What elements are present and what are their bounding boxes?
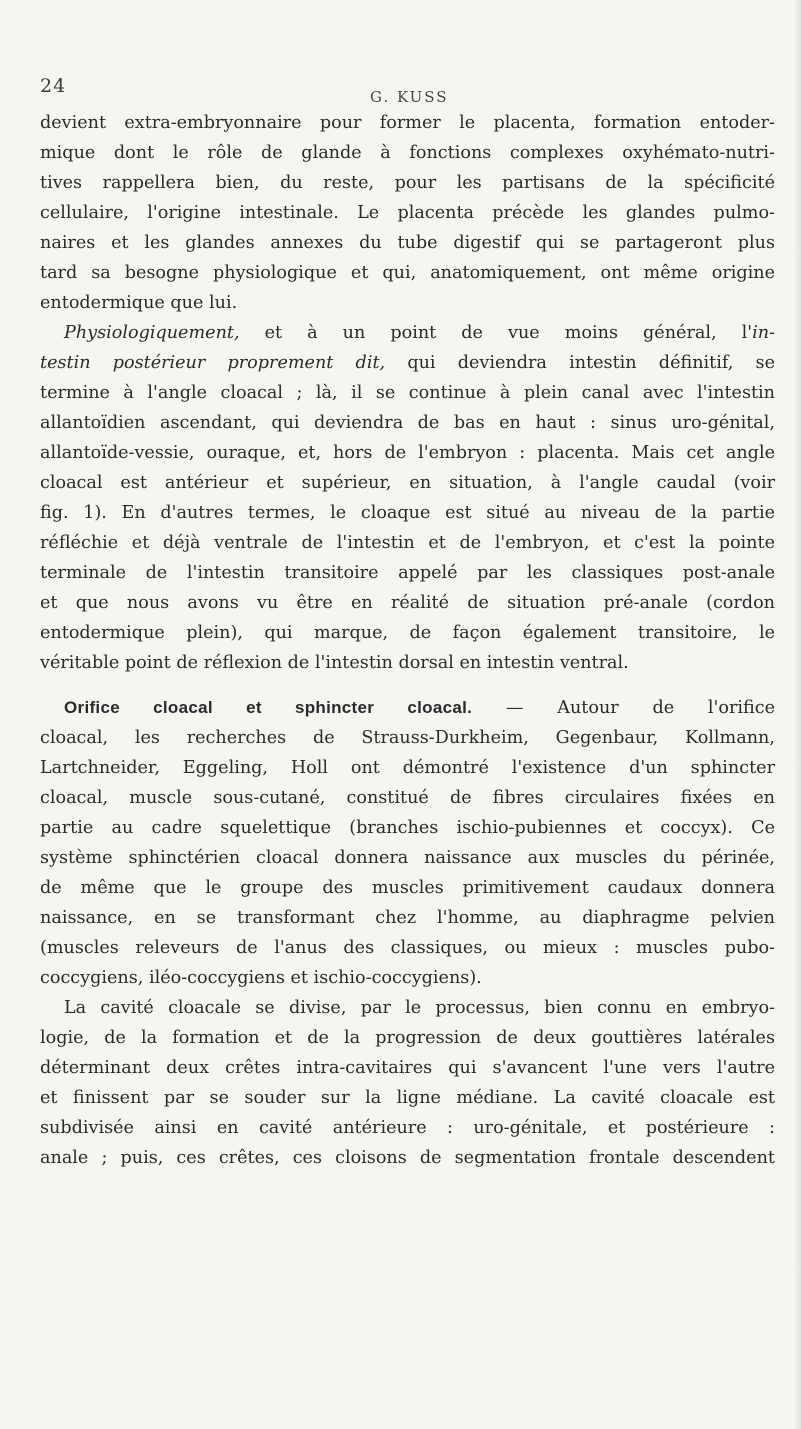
text-line: logie, de la formation et de la progression de deux gouttières latérales xyxy=(40,1028,775,1048)
text-line: (muscles releveurs de l'anus des classiques, ou mieux : muscles pubo- xyxy=(40,938,775,958)
running-head: G. KUSS xyxy=(370,88,449,106)
text-line: entodermique plein), qui marque, de façon également transitoire, le xyxy=(40,623,775,643)
text-line: et que nous avons vu être en réalité de situation pré-anale (cordon xyxy=(40,593,775,613)
italic-term: testin postérieur proprement dit, xyxy=(40,353,386,373)
text-line: cloacal, les recherches de Strauss-Durkheim, Gegenbaur, Kollmann, xyxy=(40,728,775,748)
text-line: cellulaire, l'origine intestinale. Le placenta précède les glandes pulmo- xyxy=(40,203,775,223)
text-line: cloacal est antérieur et supérieur, en situation, à l'angle caudal (voir xyxy=(40,473,775,493)
text-line: partie au cadre squelettique (branches ischio-pubiennes et coccyx). Ce xyxy=(40,818,775,838)
text-line: cloacal, muscle sous-cutané, constitué de fibres circulaires fixées en xyxy=(40,788,775,808)
text-line: naires et les glandes annexes du tube digestif qui se partageront plus xyxy=(40,233,775,253)
text-span: qui deviendra intestin définitif, se xyxy=(385,353,775,373)
text-line: entodermique que lui. xyxy=(40,293,238,313)
text-line: termine à l'angle cloacal ; là, il se continue à plein canal avec l'intestin xyxy=(40,383,775,403)
text-line: subdivisée ainsi en cavité antérieure : uro-génitale, et postérieure : xyxy=(40,1118,775,1138)
text-line: système sphinctérien cloacal donnera naissance aux muscles du périnée, xyxy=(40,848,775,868)
text-line: et finissent par se souder sur la ligne médiane. La cavité cloacale est xyxy=(40,1088,775,1108)
section-heading: Orifice cloacal et sphincter cloacal. xyxy=(64,698,473,717)
text-line: allantoïde-vessie, ouraque, et, hors de l'embryon : placenta. Mais cet angle xyxy=(40,443,775,463)
text-line: La cavité cloacale se divise, par le processus, bien connu en embryo- xyxy=(64,998,775,1018)
page-edge xyxy=(793,0,801,1429)
text-line: devient extra-embryonnaire pour former le placenta, formation entoder- xyxy=(40,113,775,133)
body-text xyxy=(40,108,775,1173)
text-line: allantoïdien ascendant, qui deviendra de bas en haut : sinus uro-génital, xyxy=(40,413,775,433)
text-line: tives rappellera bien, du reste, pour les partisans de la spécificité xyxy=(40,173,775,193)
text-line: de même que le groupe des muscles primitivement caudaux donnera xyxy=(40,878,775,898)
text-line xyxy=(40,348,775,378)
text-line: coccygiens, iléo-coccygiens et ischio-coccygiens). xyxy=(40,968,482,988)
italic-term: Physiologiquement, xyxy=(64,323,240,343)
page-number: 24 xyxy=(40,75,67,97)
text-line: tard sa besogne physiologique et qui, anatomiquement, ont même origine xyxy=(40,263,775,283)
section-gap xyxy=(40,678,775,693)
text-line: Lartchneider, Eggeling, Holl ont démontré l'existence d'un sphincter xyxy=(40,758,775,778)
text-line: véritable point de réflexion de l'intestin dorsal en intestin ventral. xyxy=(40,653,629,673)
text-line: déterminant deux crêtes intra-cavitaires qui s'avancent l'une vers l'autre xyxy=(40,1058,775,1078)
text-span: et à un point de vue moins général, l' xyxy=(239,323,753,343)
text-line: naissance, en se transformant chez l'homme, au diaphragme pelvien xyxy=(40,908,775,928)
text-line xyxy=(40,318,775,348)
text-line: terminale de l'intestin transitoire appelé par les classiques post-anale xyxy=(40,563,775,583)
italic-term: in- xyxy=(752,323,775,343)
text-line: fig. 1). En d'autres termes, le cloaque est situé au niveau de la partie xyxy=(40,503,775,523)
text-line: réfléchie et déjà ventrale de l'intestin et de l'embryon, et c'est la pointe xyxy=(40,533,775,553)
text-line: mique dont le rôle de glande à fonctions complexes oxyhémato-nutri- xyxy=(40,143,775,163)
text-line xyxy=(40,693,775,723)
text-span: — Autour de l'orifice xyxy=(472,698,775,718)
text-line: anale ; puis, ces crêtes, ces cloisons de segmentation frontale descendent xyxy=(40,1148,775,1168)
